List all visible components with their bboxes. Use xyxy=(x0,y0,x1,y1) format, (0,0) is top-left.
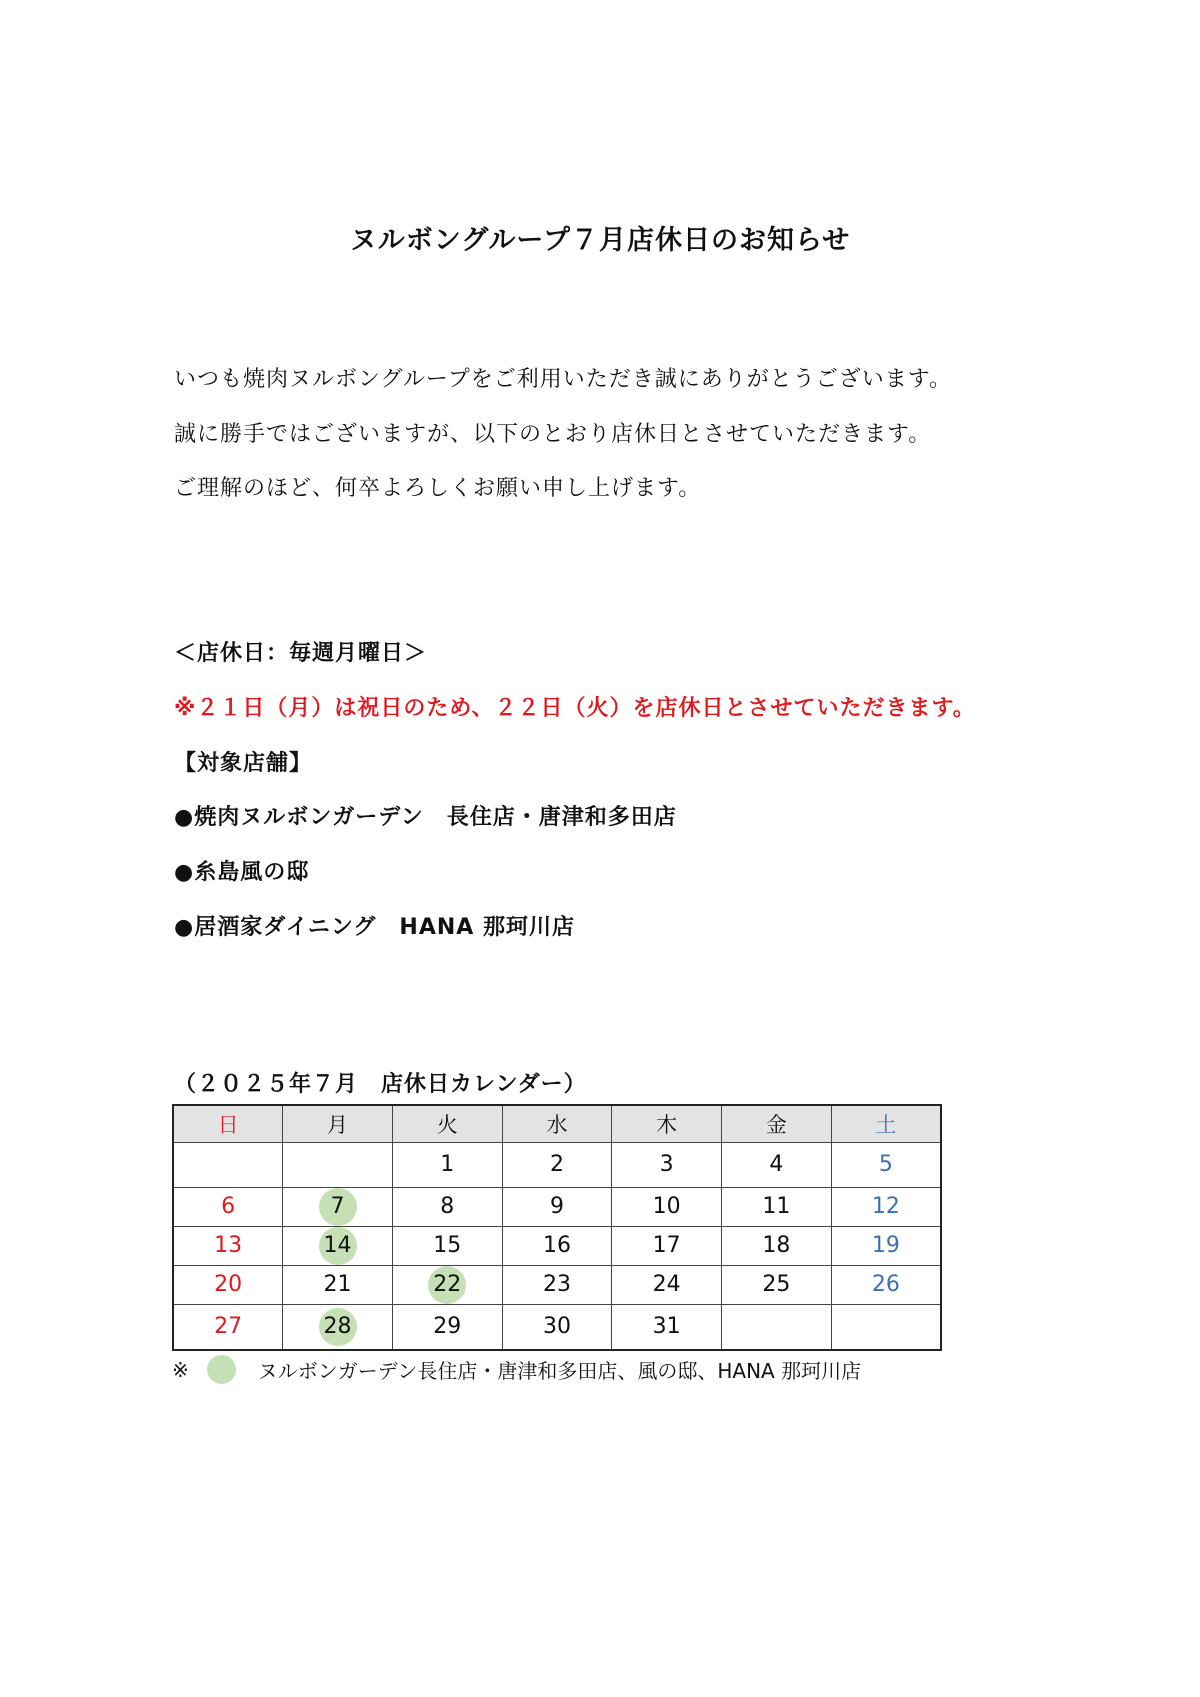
day-number: 30 xyxy=(542,1314,571,1339)
day-number: 31 xyxy=(652,1314,681,1339)
day-number: 4 xyxy=(769,1152,784,1177)
calendar-day-cell xyxy=(831,1305,941,1351)
day-number: 11 xyxy=(762,1194,791,1219)
day-number: 9 xyxy=(549,1194,564,1219)
day-number xyxy=(319,1143,357,1181)
calendar-day-cell xyxy=(612,1305,722,1351)
calendar-day-cell xyxy=(173,1227,283,1266)
calendar-day-cell xyxy=(392,1227,502,1266)
weekday-mon: 月 xyxy=(283,1105,393,1143)
intro-line-3: ご理解のほど、何卒よろしくお願い申し上げます。 xyxy=(174,476,702,501)
intro-line-1: いつも焼肉ヌルボングループをご利用いただき誠にありがとうございます。 xyxy=(174,367,953,392)
day-number: 18 xyxy=(762,1233,791,1258)
calendar-day-cell xyxy=(722,1305,832,1351)
day-number: 5 xyxy=(878,1152,893,1177)
calendar-day-cell xyxy=(173,1143,283,1188)
calendar-week-row xyxy=(173,1227,941,1266)
holiday-notice: ※２１日（月）は祝日のため、２２日（火）を店休日とさせていただきます。 xyxy=(174,696,976,721)
weekday-wed: 水 xyxy=(502,1105,612,1143)
calendar-day-cell xyxy=(173,1305,283,1351)
calendar-header-row xyxy=(173,1105,941,1143)
day-number: 3 xyxy=(659,1152,674,1177)
legend-closed-dot xyxy=(207,1355,236,1384)
day-number: 13 xyxy=(214,1233,243,1258)
calendar-day-cell xyxy=(392,1266,502,1305)
closed-day-marker: 22 xyxy=(428,1266,466,1304)
day-number: 6 xyxy=(221,1194,236,1219)
legend-mark: ※ xyxy=(172,1357,189,1382)
calendar-body xyxy=(173,1143,941,1351)
day-number xyxy=(867,1305,905,1343)
stores-heading: 【対象店舗】 xyxy=(174,751,313,776)
store-item-2: ●糸島風の邸 xyxy=(174,860,310,885)
weekday-sun: 日 xyxy=(173,1105,283,1143)
page-title: ヌルボングループ７月店休日のお知らせ xyxy=(349,225,851,256)
store-item-3: ●居酒家ダイニング HANA 那珂川店 xyxy=(174,915,575,940)
day-number: 12 xyxy=(871,1194,900,1219)
day-number: 15 xyxy=(433,1233,462,1258)
calendar-day-cell xyxy=(502,1305,612,1351)
calendar-day-cell xyxy=(502,1266,612,1305)
day-number: 29 xyxy=(433,1314,462,1339)
calendar-day-cell xyxy=(502,1227,612,1266)
calendar-day-cell xyxy=(612,1188,722,1227)
calendar-day-cell xyxy=(173,1266,283,1305)
day-number xyxy=(757,1305,795,1343)
calendar-caption: （２０２５年７月 店休日カレンダー） xyxy=(174,1072,587,1097)
calendar-day-cell xyxy=(831,1266,941,1305)
day-number: 27 xyxy=(214,1314,243,1339)
calendar-day-cell xyxy=(173,1188,283,1227)
day-number: 25 xyxy=(762,1272,791,1297)
store-item-1: ●焼肉ヌルボンガーデン 長住店・唐津和多田店 xyxy=(174,805,677,830)
calendar-day-cell xyxy=(283,1305,393,1351)
calendar-week-row xyxy=(173,1188,941,1227)
calendar-day-cell xyxy=(612,1266,722,1305)
day-number: 19 xyxy=(871,1233,900,1258)
calendar-day-cell xyxy=(831,1227,941,1266)
calendar-day-cell xyxy=(392,1305,502,1351)
intro-line-2: 誠に勝手ではございますが、以下のとおり店休日とさせていただきます。 xyxy=(174,422,932,447)
weekday-fri: 金 xyxy=(722,1105,832,1143)
day-number: 21 xyxy=(323,1272,352,1297)
day-number: 1 xyxy=(440,1152,455,1177)
weekday-tue: 火 xyxy=(392,1105,502,1143)
weekday-thu: 木 xyxy=(612,1105,722,1143)
day-number: 2 xyxy=(549,1152,564,1177)
day-number: 16 xyxy=(542,1233,571,1258)
closed-day-marker: 28 xyxy=(319,1308,357,1346)
day-number xyxy=(209,1143,247,1181)
calendar-day-cell xyxy=(392,1143,502,1188)
legend xyxy=(172,1355,861,1384)
day-number: 23 xyxy=(542,1272,571,1297)
calendar-day-cell xyxy=(283,1188,393,1227)
closed-day-heading: ＜店休日：毎週月曜日＞ xyxy=(174,641,428,666)
day-number: 24 xyxy=(652,1272,681,1297)
legend-text: ヌルボンガーデン長住店・唐津和多田店、風の邸、HANA 那珂川店 xyxy=(257,1359,862,1383)
calendar-day-cell xyxy=(722,1266,832,1305)
calendar-day-cell xyxy=(612,1227,722,1266)
calendar-day-cell xyxy=(392,1188,502,1227)
day-number: 17 xyxy=(652,1233,681,1258)
calendar-day-cell xyxy=(612,1143,722,1188)
calendar-week-row xyxy=(173,1305,941,1351)
calendar-day-cell xyxy=(283,1266,393,1305)
calendar-day-cell xyxy=(502,1188,612,1227)
day-number: 10 xyxy=(652,1194,681,1219)
calendar-day-cell xyxy=(283,1227,393,1266)
calendar-day-cell xyxy=(722,1188,832,1227)
day-number: 20 xyxy=(214,1272,243,1297)
calendar-day-cell xyxy=(283,1143,393,1188)
weekday-sat: 土 xyxy=(831,1105,941,1143)
calendar-table xyxy=(172,1104,942,1351)
calendar-day-cell xyxy=(831,1143,941,1188)
day-number: 26 xyxy=(871,1272,900,1297)
day-number: 8 xyxy=(440,1194,455,1219)
closed-day-marker: 7 xyxy=(319,1188,357,1226)
calendar-day-cell xyxy=(831,1188,941,1227)
calendar-day-cell xyxy=(502,1143,612,1188)
calendar-week-row xyxy=(173,1266,941,1305)
closed-day-marker: 14 xyxy=(319,1227,357,1265)
calendar-week-row xyxy=(173,1143,941,1188)
calendar-day-cell xyxy=(722,1143,832,1188)
calendar-day-cell xyxy=(722,1227,832,1266)
